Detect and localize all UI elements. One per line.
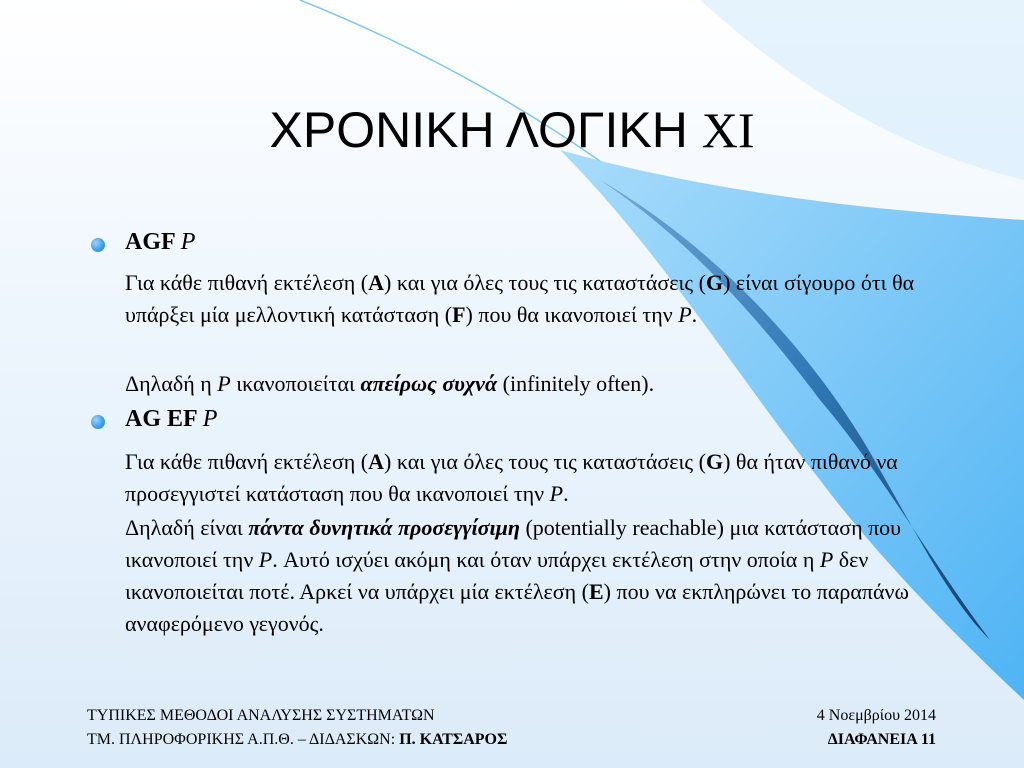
item-paragraph: Δηλαδή είναι πάντα δυνητικά προσεγγίσιμη (potentially reachable) μια κατάσταση που ικανοποιεί την P. Αυτό ισχύει ακόμη και όταν υπάρχει εκτέλεση στην οποία η P δεν ικανοποιείται ποτέ. Αρκεί να υπάρχει μία εκτέλεση (E) που να εκπληρώνει το παραπάνω αναφερόμενο γεγονός.	[125, 515, 909, 636]
footer-left	[87, 704, 507, 752]
bullet-icon	[91, 415, 105, 429]
footer-course: ΤΥΠΙΚΕΣ ΜΕΘΟΔΟΙ ΑΝΑΛΥΣΗΣ ΣΥΣΤΗΜΑΤΩΝ	[87, 707, 435, 724]
item-paragraph: Δηλαδή η P ικανοποιείται απείρως συχνά (infinitely often).	[125, 371, 655, 396]
bullet-icon	[91, 238, 105, 252]
footer-department: ΤΜ. ΠΛΗΡΟΦΟΡΙΚΗΣ Α.Π.Θ. – ΔΙΔΑΣΚΩΝ: Π. ΚΑΤΣΑΡΟΣ	[87, 731, 508, 748]
slide-title-number: XI	[701, 102, 755, 158]
footer-right	[817, 704, 936, 752]
item-paragraph: Για κάθε πιθανή εκτέλεση (A) και για όλες τους τις καταστάσεις (G) θα ήταν πιθανό να προσεγγιστεί κατάσταση που θα ικανοποιεί την P.	[125, 449, 898, 506]
item-heading: AG EF P	[125, 406, 218, 432]
slide-title-main: ΧΡΟΝΙΚΗ ΛΟΓΙΚΗ	[269, 102, 688, 158]
footer-date: 4 Νοεμβρίου 2014	[816, 707, 936, 724]
footer-slide-number: ΔΙΑΦΑΝΕΙΑ 11	[827, 731, 936, 748]
item-paragraph: Για κάθε πιθανή εκτέλεση (A) και για όλες τους τις καταστάσεις (G) είναι σίγουρο ότι θα υπάρξει μία μελλοντική κατάσταση (F) που θα ικανοποιεί την P.	[125, 270, 915, 327]
item-heading: AGF P	[125, 229, 196, 255]
